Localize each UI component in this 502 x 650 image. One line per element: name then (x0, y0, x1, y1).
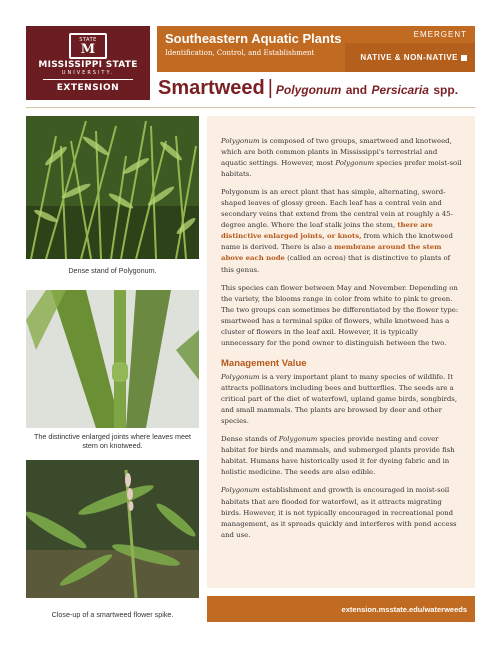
logo-name: MISSISSIPPI STATE (38, 59, 138, 70)
genus-ref: Polygonum (278, 435, 318, 444)
native-status-bar (345, 43, 475, 72)
genus-1: Polygonum (275, 83, 342, 97)
text-run: Polygonum is an erect plant that has simple, alternating, sword-shaped leaves of glossy green. Each leaf has a central vein and secondary veins that extend from the central vein at roughly a 45-degree angle. Where the leaf stalk joins the stem, (221, 188, 453, 230)
paragraph-establishment (221, 485, 463, 540)
paragraph-wildlife (221, 372, 463, 427)
native-status-label: NATIVE & NON-NATIVE (360, 53, 458, 62)
title-and: and (345, 83, 368, 97)
logo-extension: EXTENSION (56, 83, 120, 94)
genus-ref: Polygonum (335, 159, 374, 168)
text-run: species prefer moist-soil habitats. (221, 159, 462, 179)
text-run: is a very important plant to many species of wildlife. It attracts pollinators including bees and butterflies. The seeds are a critical part of the diet of waterfowl, upland game birds, songbirds, and small mammals. The plants are browsed by deer and other species. (221, 373, 458, 426)
footer-url-link[interactable]: extension.msstate.edu/waterweeds (341, 604, 467, 614)
title-spp: spp. (433, 83, 459, 97)
paragraph-intro (221, 136, 463, 180)
logo-divider (43, 79, 133, 80)
genus-ref: Polygonum (221, 373, 260, 382)
highlight-joints: there are distinctive enlarged joints, or knots, (221, 221, 433, 241)
page-title (158, 77, 458, 100)
caption-dense-stand: Dense stand of Polygonum. (68, 266, 157, 275)
body-text (221, 136, 463, 548)
text-run: Dense stands of (221, 435, 279, 444)
footer-bar (207, 596, 475, 622)
paragraph-description (221, 187, 463, 275)
series-title: Southeastern Aquatic Plants (165, 31, 342, 46)
photo-dense-stand (26, 116, 199, 259)
caption-stem-joint: The distinctive enlarged joints where leaves meet stem on knotweed. (33, 432, 191, 451)
caption-flower-spike: Close-up of a smartweed flower spike. (51, 610, 174, 619)
text-run: establishment and growth is encouraged in moist-soil habitats that are flooded for waterfowl, as it attracts migrating birds. However, it is not typically encouraged in recreational pond management, as it spreads quickly and interferes with pond access and use. (221, 486, 457, 539)
series-subtitle: Identification, Control, and Establishment (165, 49, 315, 57)
category-tag: EMERGENT (413, 30, 467, 39)
text-run: species provide nesting and cover habitat for birds and mammals, and submerged plants provide fish habitat. Humans have historically used it for dyeing fabric and in holistic medicine. The seeds are also edible. (221, 435, 455, 477)
text-run: (called an ocrea) that is distinctive to plants of this genus. (221, 254, 451, 274)
header-divider (26, 107, 475, 108)
title-separator: | (267, 77, 273, 99)
text-run: from which the knotweed name is derived. There is also a (221, 232, 453, 252)
series-banner (157, 26, 475, 72)
common-name: Smartweed (158, 77, 265, 99)
genus-2: Persicaria (371, 83, 429, 97)
highlight-membrane: membrane around the stem above each node (221, 243, 442, 263)
shield-letter: M (80, 41, 96, 57)
genus-ref: Polygonum (221, 137, 260, 145)
photo-stem-joint (26, 290, 199, 428)
shield-label: STATE (79, 36, 97, 43)
paragraph-flowering: This species can flower between May and November. Depending on the variety, the blooms range in color from white to pink to green. The two groups can sometimes be differentiated by the flower type: smartweed has a terminal spike of flowers, while knotweed has a cluster of flowers in the leaf axil. However, it is typically unnecessary for the pond owner to distinguish between the two. (221, 283, 459, 347)
text-run: is composed of two groups, smartweed and knotweed, which are both common plants in Mississippi's terrestrial and aquatic settings. However, most (221, 137, 452, 168)
logo-university: UNIVERSITY. (61, 69, 115, 76)
photo-flower-spike (26, 460, 199, 598)
paragraph-habitat (221, 434, 463, 478)
square-icon (461, 55, 467, 61)
msu-extension-logo (26, 26, 150, 100)
genus-ref: Polygonum (221, 486, 260, 495)
msu-shield-icon (69, 33, 107, 59)
management-value-heading: Management Value (221, 357, 307, 369)
